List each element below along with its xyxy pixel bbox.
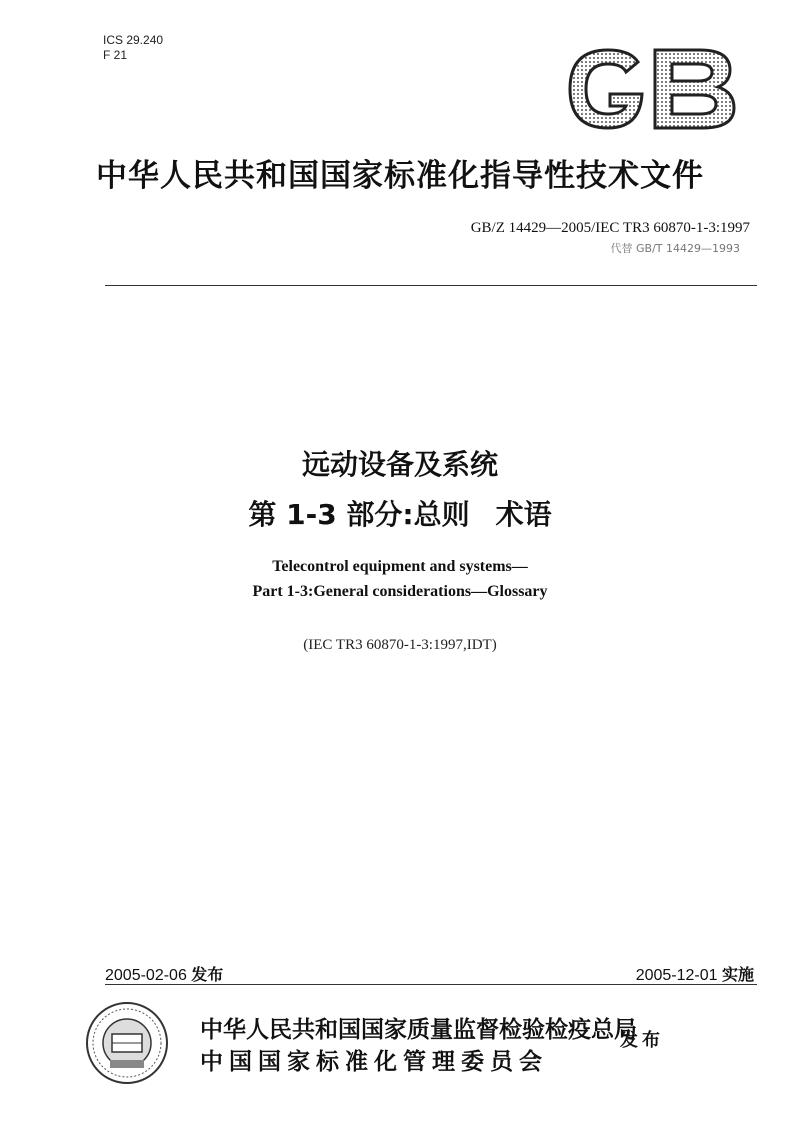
- equivalence-note: (IEC TR3 60870-1-3:1997,IDT): [303, 637, 497, 653]
- publish-label: 发布: [620, 1030, 664, 1051]
- document-category-title: 中华人民共和国国家标准化指导性技术文件: [96, 158, 704, 194]
- gb-logo: [560, 44, 740, 134]
- classification-codes: [103, 33, 163, 63]
- title-zh-line2: [0, 493, 800, 533]
- title-en-line1: Telecontrol equipment and systems—: [272, 558, 528, 575]
- bottom-divider: [105, 984, 757, 985]
- issue-date-value: 2005-02-06: [105, 967, 187, 984]
- implementation-date-value: 2005-12-01: [635, 967, 718, 984]
- implementation-date: [636, 962, 754, 985]
- title-en-line2: Part 1-3:General considerations—Glossary: [252, 583, 548, 600]
- title-zh-line1: 远动设备及系统: [301, 448, 498, 481]
- issuer-aqsiq: 中华人民共和国国家质量监督检验检疫总局: [200, 1017, 637, 1043]
- issue-date-label: 发布: [191, 965, 224, 984]
- ics-code: ICS 29.240: [103, 33, 164, 47]
- standard-number: GB/Z 14429—2005/IEC TR3 60870-1-3:1997: [470, 220, 750, 236]
- title-zh-part: 第 1-3 部分:总则: [248, 498, 470, 531]
- issue-date: [105, 962, 223, 985]
- official-seal-icon: [82, 998, 172, 1088]
- replaces-standard: 代替 GB/T 14429—1993: [610, 242, 740, 255]
- issuer-sac: 中国国家标准化管理委员会: [200, 1049, 548, 1075]
- implementation-date-label: 实施: [721, 965, 754, 984]
- ccs-code: F 21: [103, 48, 128, 62]
- top-divider: [105, 285, 757, 286]
- title-zh-term: 术语: [495, 498, 552, 531]
